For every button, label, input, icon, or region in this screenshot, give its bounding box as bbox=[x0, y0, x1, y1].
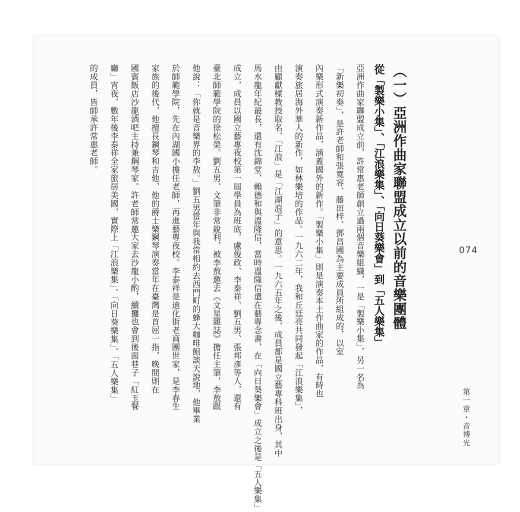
book-page bbox=[34, 36, 498, 512]
body-line: 內樂形式演奏新作品，涵蓋國外的新作。「製樂小集」則是演奏本土作曲家的作品，有時也 bbox=[315, 64, 325, 398]
body-line: 馬水龍年紀最長，還有沈錦堂、賴德和與溫隆信，當時溫隆信還在藝專念書，在「向日葵樂會」成立之後是「五人樂集」 bbox=[253, 64, 264, 512]
body-line: 他說：「你就是音樂界的李敖。」劉五男當年與我常相約去西門町的蜂大咖啡館談天說地，他畢業 bbox=[192, 64, 202, 424]
running-head: 第一章・音博光 bbox=[462, 388, 471, 448]
body-line: 演奏旅居海外華人的新作，如林樂培的作品。一九六二年，我和丘廷亮共同發起「江浪樂集」， bbox=[294, 64, 305, 415]
body-line: 成立，成員以國立藝專夜校第一屆學員為班底，盧俊政、李泰祥、劉五男、張邦彥等人，還有 bbox=[233, 64, 243, 411]
body-line: 臺北師範學院的徐松榮。劉五男、文筆非常銳利，被李敖邀去《文星雜誌》擔任主筆，李敖跟 bbox=[212, 64, 223, 411]
body-line: 亞洲作曲家聯盟成立前，許常惠老師創立過兩個音樂組織，一是「製樂小集」，另一名為 bbox=[356, 64, 366, 390]
section-title: （一）亞洲作曲家聯盟成立以前的音樂團體 bbox=[390, 64, 406, 330]
body-line: 由顧獻樑教授取名，「江浪」是「江湖浪子」的意思。一九六五年之後，成員都是國立藝專科班出身，其中 bbox=[274, 64, 284, 458]
body-line: 廳」宵夜，數年後李泰祥全家旅居美國，實際上「江浪樂集」、「向日葵樂集」、「五人樂集」 bbox=[110, 64, 120, 403]
page-number: 074 bbox=[459, 246, 478, 256]
body-line: 於師範學院，先在內湖國小擔任老師，再進藝專夜校。李泰祥是迪化街老商團世家，是李春生 bbox=[171, 64, 182, 411]
section-subtitle: 從「製樂小集」、「江浪樂集」、「向日葵樂會」到「五人樂集」 bbox=[373, 64, 385, 348]
body-line: 國賓飯店沙龍酒吧主持兼鋼琴家。許老師常邀大家去沙龍小酌，續攤也會到後面巷子「紅玉餐 bbox=[130, 64, 141, 411]
body-line: 「新樂初奏」，是許老師和張寬容、藤田梓、鄧昌國為主要成員所組成的，以室 bbox=[335, 64, 346, 356]
body-line: 的成員，皆師承許常惠老師。 bbox=[89, 64, 100, 174]
body-line: 家族的後代，他擅長鋼琴和吉他，他的爵士樂鋼琴演奏當年在臺灣是首屈一指，晚間則在 bbox=[151, 64, 161, 394]
